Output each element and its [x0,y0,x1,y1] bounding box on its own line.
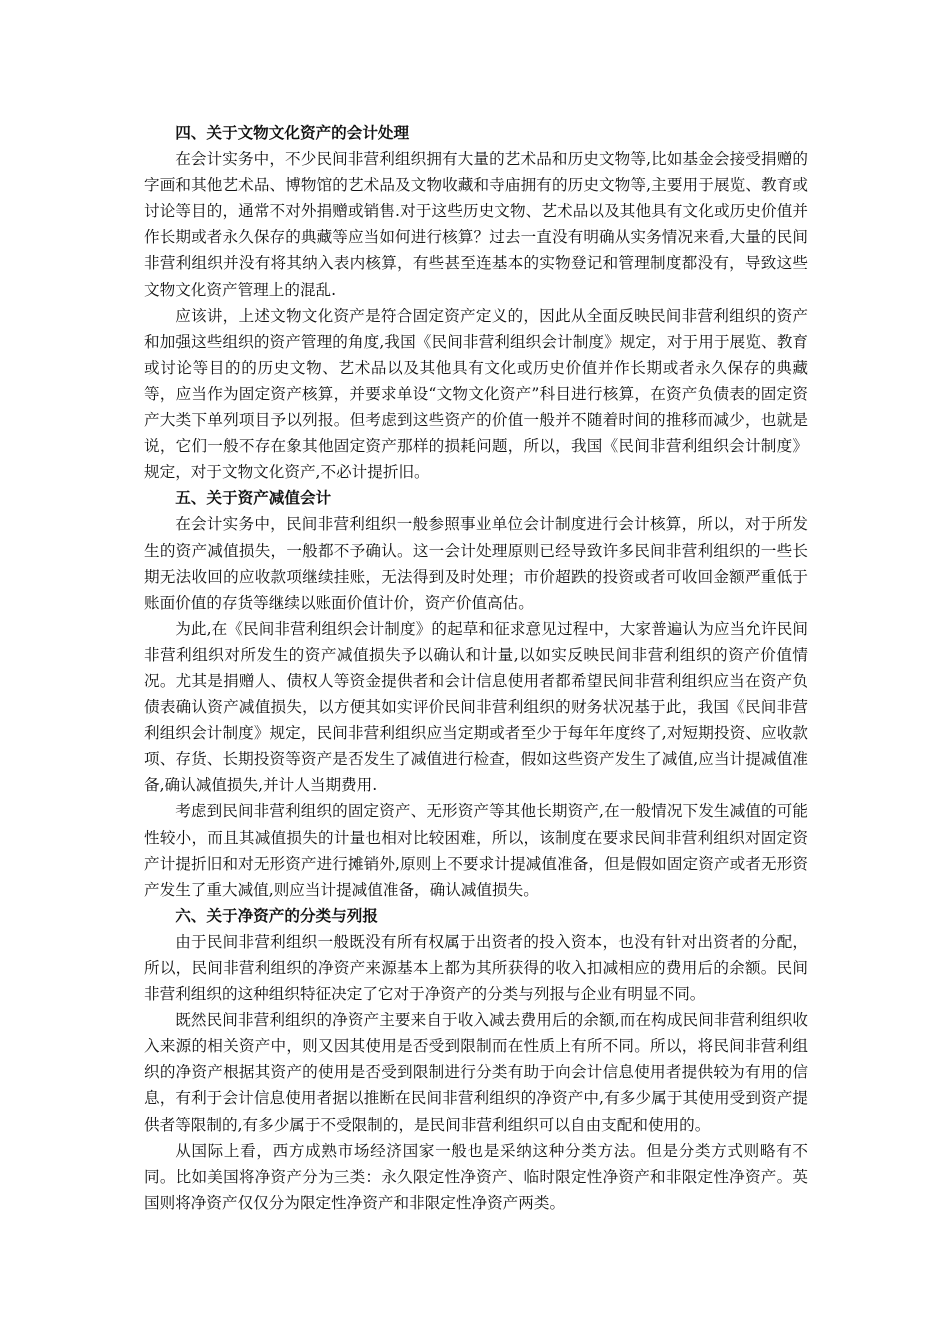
paragraph: 从国际上看，西方成熟市场经济国家一般也是采纳这种分类方法。但是分类方式则略有不同。比如美国将净资产分为三类：永久限定性净资产、临时限定性净资产和非限定性净资产。英国则将净资产仅仅分为限定性净资产和非限定性净资产两类。 [144,1141,808,1212]
paragraph: 既然民间非营利组织的净资产主要来自于收入减去费用后的余额,而在构成民间非营利组织收入来源的相关资产中，则又因其使用是否受到限制而在性质上有所不同。所以，将民间非营利组织的净资产根据其资产的使用是否受到限制进行分类有助于向会计信息使用者提供较为有用的信息，有利于会计信息使用者据以推断在民间非营利组织的净资产中,有多少属于其使用受到资产提供者等限制的,有多少属于不受限制的，是民间非营利组织可以自由支配和使用的。 [144,1011,808,1134]
section-heading: 六、关于净资产的分类与列报 [175,905,378,925]
paragraph: 在会计实务中，不少民间非营利组织拥有大量的艺术品和历史文物等,比如基金会接受捐赠的字画和其他艺术品、博物馆的艺术品及文物收藏和寺庙拥有的历史文物等,主要用于展览、教育或讨论等目的，通常不对外捐赠或销售.对于这些历史文物、艺术品以及其他具有文化或历史价值并作长期或者永久保存的典藏等应当如何进行核算？过去一直没有明确从实务情况来看,大量的民间非营利组织并没有将其纳入表内核算，有些甚至连基本的实物登记和管理制度都没有，导致这些文物文化资产管理上的混乱. [144,150,808,299]
paragraph: 应该讲，上述文物文化资产是符合固定资产定义的，因此从全面反映民间非营利组织的资产和加强这些组织的资产管理的角度,我国《民间非营利组织会计制度》规定，对于用于展览、教育或讨论等目的的历史文物、艺术品以及其他具有文化或历史价值并作长期或者永久保存的典藏等，应当作为固定资产核算，并要求单设“文物文化资产”科目进行核算，在资产负债表的固定资产大类下单列项目予以列报。但考虑到这些资产的价值一般并不随着时间的推移而减少，也就是说，它们一般不存在象其他固定资产那样的损耗问题，所以，我国《民间非营利组织会计制度》规定，对于文物文化资产,不必计提折旧。 [144,306,808,482]
document-page [144,120,808,1216]
paragraph: 考虑到民间非营利组织的固定资产、无形资产等其他长期资产,在一般情况下发生减值的可能性较小，而且其减值损失的计量也相对比较困难，所以，该制度在要求民间非营利组织对固定资产计提折旧和对无形资产进行摊销外,原则上不要求计提减值准备，但是假如固定资产或者无形资产发生了重大减值,则应当计提减值准备，确认减值损失。 [144,802,808,899]
section-6 [144,903,808,1216]
paragraph: 为此,在《民间非营利组织会计制度》的起草和征求意见过程中，大家普遍认为应当允许民间非营利组织对所发生的资产减值损失予以确认和计量,以如实反映民间非营利组织的资产价值情况。尤其是捐赠人、债权人等资金提供者和会计信息使用者都希望民间非营利组织应当在资产负债表确认资产减值损失，以方便其如实评价民间非营利组织的财务状况基于此，我国《民间非营利组织会计制度》规定，民间非营利组织应当定期或者至少于每年年度终了,对短期投资、应收款项、存货、长期投资等资产是否发生了减值进行检查，假如这些资产发生了减值,应当计提减值准备,确认减值损失,并计人当期费用. [144,619,808,795]
paragraph: 在会计实务中，民间非营利组织一般参照事业单位会计制度进行会计核算，所以，对于所发生的资产减值损失，一般都不予确认。这一会计处理原则已经导致许多民间非营利组织的一些长期无法收回的应收款项继续挂账，无法得到及时处理；市价超跌的投资或者可收回金额严重低于账面价值的存货等继续以账面价值计价，资产价值高估。 [144,515,808,612]
section-heading: 五、关于资产减值会计 [175,488,332,508]
section-5 [144,485,808,903]
section-4 [144,120,808,485]
section-heading: 四、关于文物文化资产的会计处理 [175,123,410,142]
paragraph: 由于民间非营利组织一般既没有所有权属于出资者的投入资本，也没有针对出资者的分配，所以，民间非营利组织的净资产来源基本上都为其所获得的收入扣减相应的费用后的余额。民间非营利组织的这种组织特征决定了它对于净资产的分类与列报与企业有明显不同。 [144,932,808,1004]
